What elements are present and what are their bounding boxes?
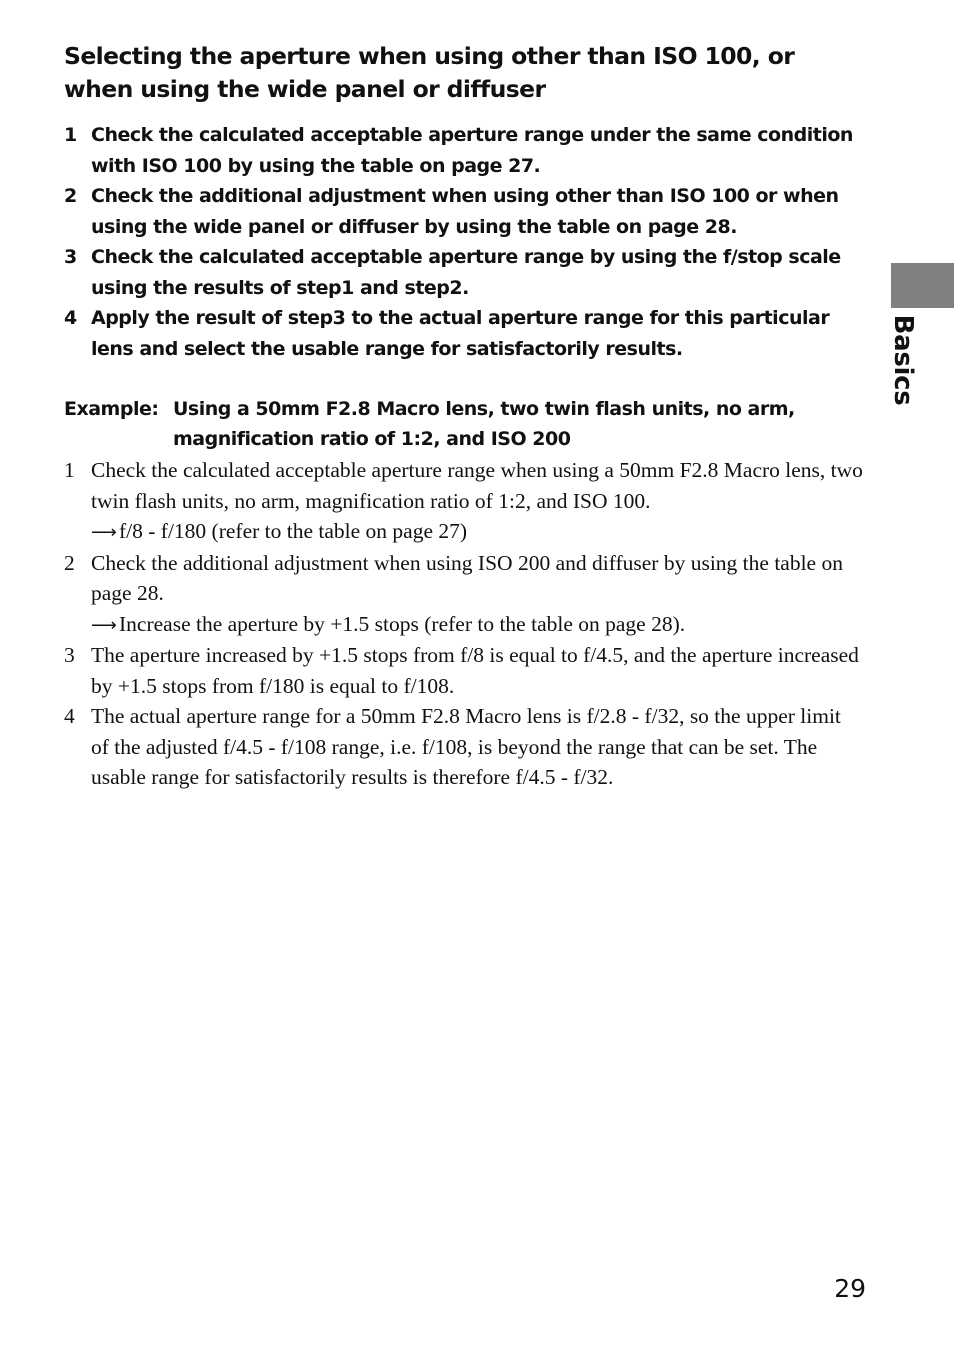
example-heading <box>64 394 864 454</box>
step-text: Check the additional adjustment when using ISO 200 and diffuser by using the table on page 28. <box>91 550 843 605</box>
step-number: 2 <box>64 185 77 207</box>
section-tab-label <box>878 312 928 407</box>
example-description: Using a 50mm F2.8 Macro lens, two twin flash units, no arm, magnification ratio of 1:2, and ISO 200 <box>173 398 795 450</box>
step-number: 4 <box>64 704 75 728</box>
step-number: 1 <box>64 458 75 482</box>
arrow-right-icon: ⟶ <box>91 614 113 635</box>
example-step <box>64 701 864 793</box>
step-text: Check the calculated acceptable aperture range when using a 50mm F2.8 Macro lens, two twin flash units, no arm, magnification ratio of 1:2, and ISO 100. <box>91 458 863 513</box>
step-result <box>91 516 864 548</box>
example-steps <box>64 455 864 793</box>
section-tab-marker <box>891 263 954 308</box>
section-heading: Selecting the aperture when using other than ISO 100, or when using the wide panel or diffuser <box>64 42 795 103</box>
result-text: f/8 - f/180 (refer to the table on page 27) <box>119 519 468 543</box>
procedure-step <box>64 181 869 242</box>
step-text: The actual aperture range for a 50mm F2.8 Macro lens is f/2.8 - f/32, so the upper limit of the adjusted f/4.5 - f/108 range, i.e. f/108, is beyond the range that can be set. The usable range for satisfactorily results is therefore f/4.5 - f/32. <box>91 704 841 789</box>
procedure-step <box>64 303 869 364</box>
step-text: Apply the result of step3 to the actual aperture range for this particular lens and select the usable range for satisfactorily results. <box>91 307 830 360</box>
example-label: Example: <box>64 398 159 420</box>
example-step <box>64 548 864 641</box>
step-number: 3 <box>64 246 77 268</box>
step-text: Check the calculated acceptable aperture range under the same condition with ISO 100 by using the table on page 27. <box>91 124 853 177</box>
procedure-steps <box>64 120 869 364</box>
step-number: 4 <box>64 307 77 329</box>
arrow-right-icon: ⟶ <box>91 522 113 542</box>
result-text: Increase the aperture by +1.5 stops (refer to the table on page 28). <box>119 611 686 636</box>
step-text: Check the calculated acceptable aperture range by using the f/stop scale using the results of step1 and step2. <box>91 246 841 299</box>
step-result <box>91 609 864 641</box>
step-number: 2 <box>64 550 75 575</box>
example-step <box>64 455 864 548</box>
page-number: 29 <box>834 1274 866 1303</box>
step-text: The aperture increased by +1.5 stops from f/8 is equal to f/4.5, and the aperture increased by +1.5 stops from f/180 is equal to f/108. <box>91 643 859 698</box>
example-step <box>64 640 864 701</box>
procedure-step <box>64 242 869 303</box>
procedure-step <box>64 120 869 181</box>
section-tab-text: Basics <box>888 314 918 405</box>
step-text: Check the additional adjustment when using other than ISO 100 or when using the wide panel or diffuser by using the table on page 28. <box>91 185 839 238</box>
step-number: 1 <box>64 124 77 146</box>
step-number: 3 <box>64 643 75 667</box>
